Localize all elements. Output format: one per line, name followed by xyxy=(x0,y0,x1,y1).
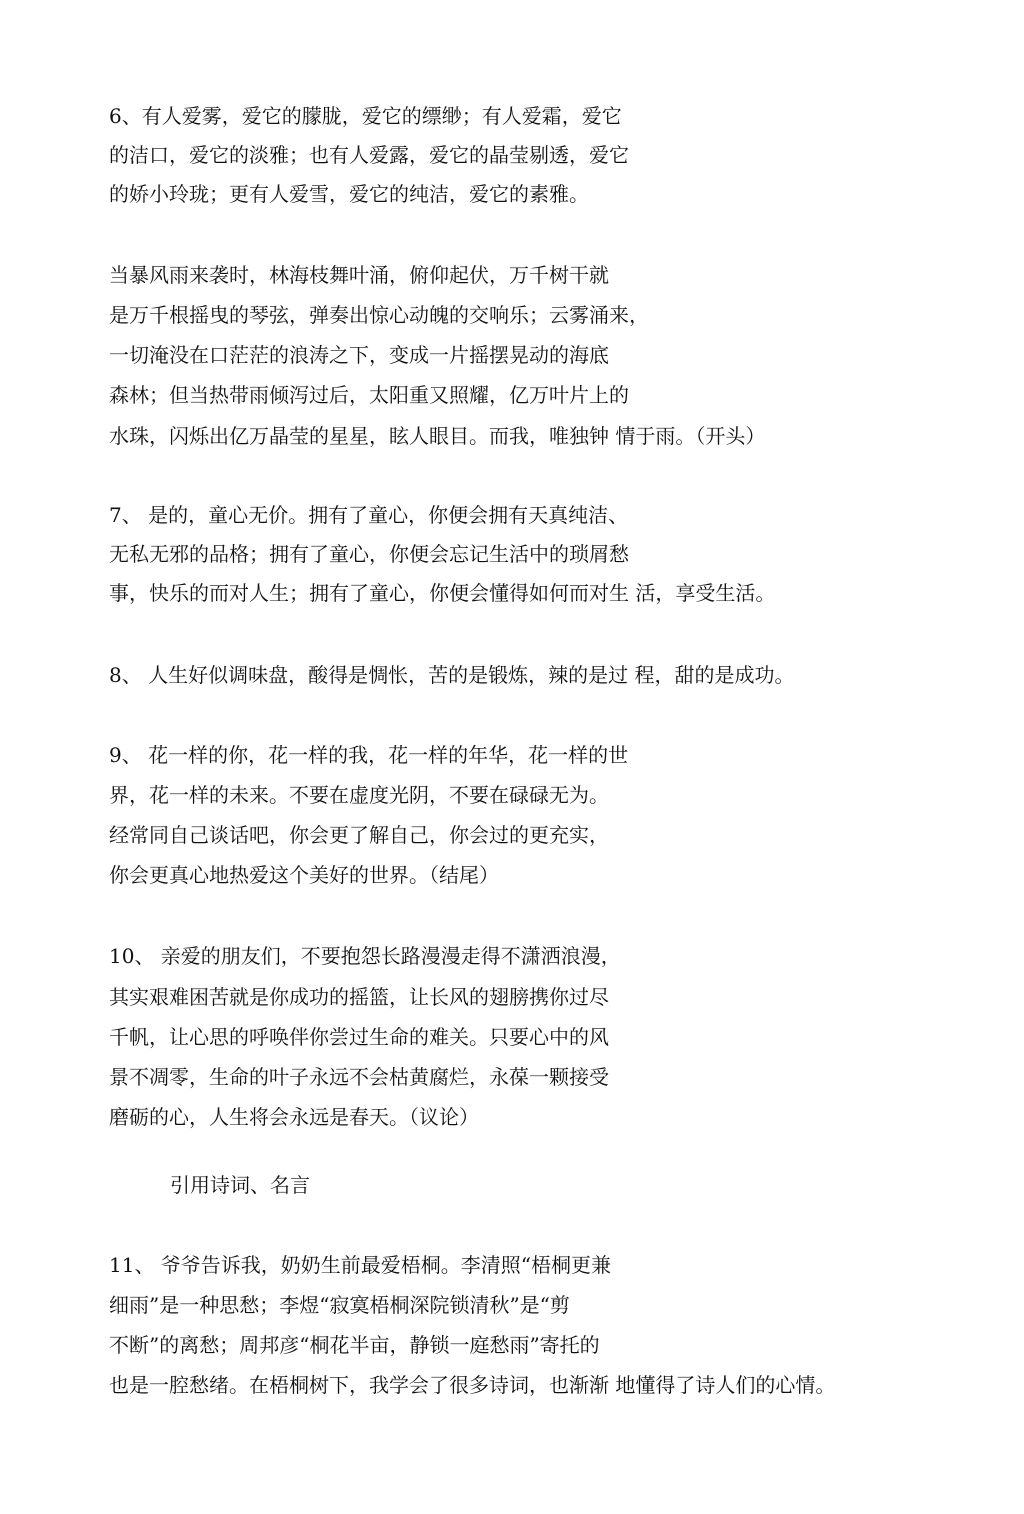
paragraph-11-line-2: 细雨”是一种思愁；李煜“寂寞梧桐深院锁清秋”是“剪 xyxy=(109,1293,570,1317)
paragraph-8-line-1: 8、 人生好似调味盘，酸得是惆怅，苦的是锻炼，辣的是过 程，甜的是成功。 xyxy=(109,663,795,687)
opening-paragraph-line-3: 一切淹没在口茫茫的浪涛之下，变成一片摇摆晃动的海底 xyxy=(109,343,609,367)
opening-paragraph-line-4: 森林；但当热带雨倾泻过后，太阳重又照耀，亿万叶片上的 xyxy=(109,383,629,407)
paragraph-6-line-2: 的洁口，爱它的淡雅；也有人爱露，爱它的晶莹剔透，爱它 xyxy=(109,143,629,167)
paragraph-7-line-1: 7、 是的，童心无价。拥有了童心，你便会拥有天真纯洁、 xyxy=(109,503,629,527)
paragraph-10-line-2: 其实艰难困苦就是你成功的摇篮，让长风的翅膀携你过尽 xyxy=(109,985,609,1009)
paragraph-6-line-1: 6、有人爱雾，爱它的朦胧，爱它的缥缈；有人爱霜，爱它 xyxy=(109,104,622,128)
opening-paragraph-line-2: 是万千根摇曳的琴弦，弹奏出惊心动魄的交响乐；云雾涌来， xyxy=(109,303,649,327)
paragraph-10-line-3: 千帆，让心思的呼唤伴你尝过生命的难关。只要心中的风 xyxy=(109,1025,609,1049)
opening-paragraph-line-1: 当暴风雨来袭时，林海枝舞叶涌，俯仰起伏，万千树干就 xyxy=(109,263,609,287)
paragraph-7-line-2: 无私无邪的品格；拥有了童心，你便会忘记生活中的琐屑愁 xyxy=(109,542,629,566)
paragraph-9-line-1: 9、 花一样的你，花一样的我，花一样的年华，花一样的世 xyxy=(109,743,629,767)
paragraph-11-line-4: 也是一腔愁绪。在梧桐树下，我学会了很多诗词，也渐渐 地懂得了诗人们的心情。 xyxy=(109,1373,836,1397)
paragraph-7-line-3: 事，快乐的而对人生；拥有了童心，你便会懂得如何而对生 活，享受生活。 xyxy=(109,581,776,605)
opening-paragraph-line-5: 水珠，闪烁出亿万晶莹的星星，眩人眼目。而我，唯独钟 情于雨。（开头） xyxy=(109,424,766,448)
paragraph-10-line-4: 景不凋零，生命的叶子永远不会枯黄腐烂，永葆一颗接受 xyxy=(109,1065,609,1089)
section-heading: 引用诗词、名言 xyxy=(170,1173,310,1197)
paragraph-9-line-3: 经常同自己谈话吧，你会更了解自己，你会过的更充实， xyxy=(109,823,609,847)
paragraph-11-line-1: 11、 爷爷告诉我，奶奶生前最爱梧桐。李清照“梧桐更兼 xyxy=(109,1253,612,1277)
paragraph-9-line-4: 你会更真心地热爱这个美好的世界。（结尾） xyxy=(109,863,499,887)
paragraph-6-line-3: 的娇小玲珑；更有人爱雪，爱它的纯洁，爱它的素雅。 xyxy=(109,182,589,206)
paragraph-9-line-2: 界，花一样的未来。不要在虚度光阴，不要在碌碌无为。 xyxy=(109,783,609,807)
paragraph-10-line-5: 磨砺的心，人生将会永远是春天。（议论） xyxy=(109,1105,479,1129)
paragraph-10-line-1: 10、 亲爱的朋友们，不要抱怨长路漫漫走得不潇洒浪漫， xyxy=(109,944,621,968)
paragraph-11-line-3: 不断”的离愁；周邦彦“桐花半亩，静锁一庭愁雨”寄托的 xyxy=(109,1333,600,1357)
